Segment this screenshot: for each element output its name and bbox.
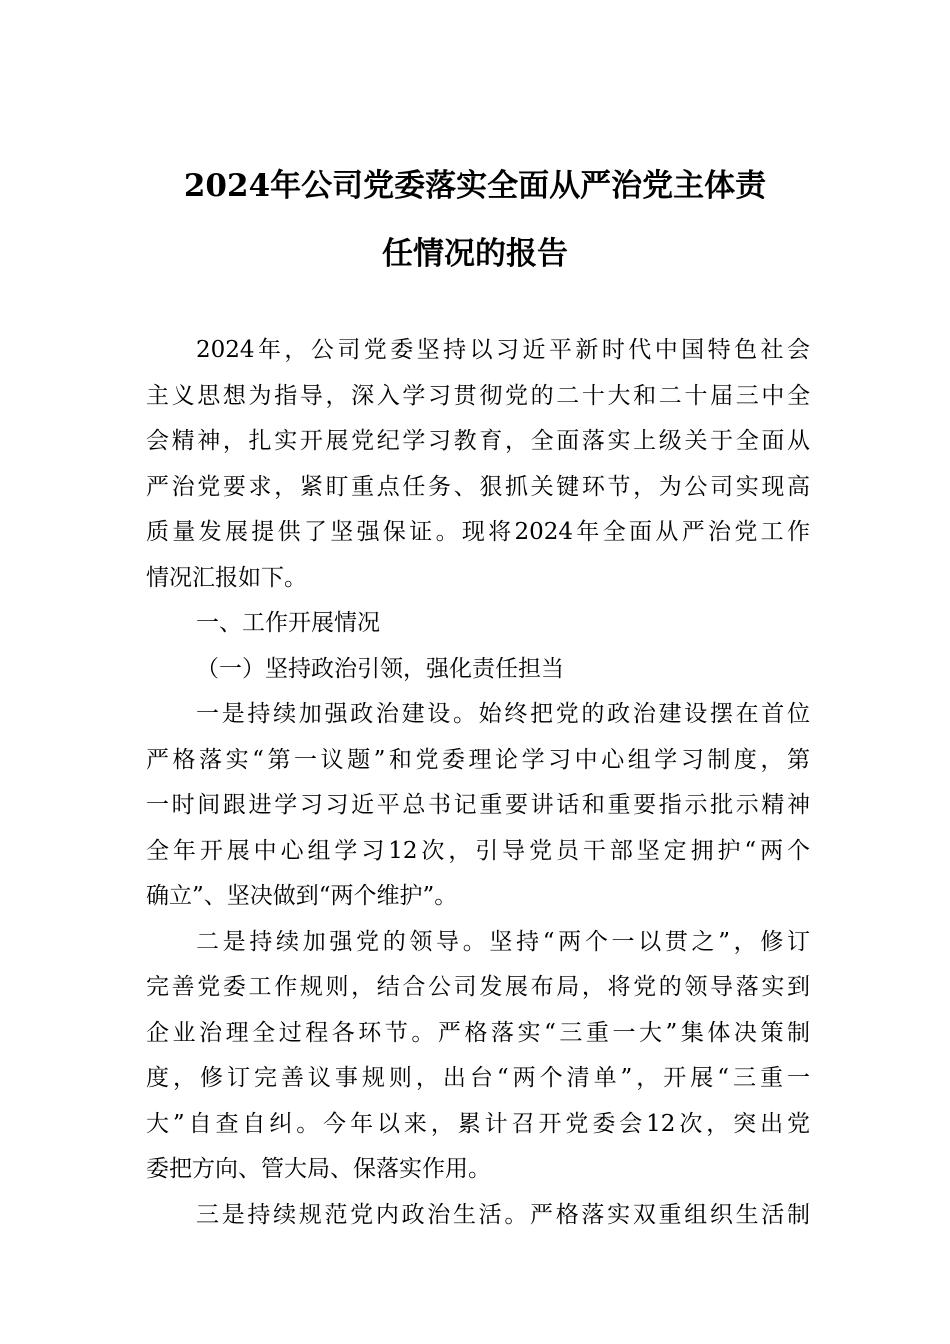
subsection-heading-text: （一）坚持政治引领，强化责任担当 bbox=[196, 655, 564, 682]
paragraph-line: 主义思想为指导，深入学习贯彻党的二十大和二十届三中全 bbox=[146, 382, 810, 409]
paragraph-line: 严治党要求，紧盯重点任务、狠抓关键环节，为公司实现高 bbox=[146, 473, 810, 500]
party-leadership-paragraph bbox=[146, 920, 810, 1193]
political-building-paragraph bbox=[146, 692, 810, 920]
paragraph-line: 严格落实“第一议题”和党委理论学习中心组学习制度，第 bbox=[146, 746, 810, 773]
paragraph-line: 企业治理全过程各环节。严格落实“三重一大”集体决策制 bbox=[146, 1019, 810, 1046]
title-line-2: 任情况的报告 bbox=[382, 236, 568, 272]
paragraph-line: 度，修订完善议事规则，出台“两个清单”，开展“三重一 bbox=[146, 1065, 810, 1091]
paragraph-line: 大”自查自纠。今年以来，累计召开党委会12次，突出党 bbox=[146, 1110, 810, 1137]
section-heading bbox=[146, 601, 810, 647]
paragraph-line: 一时间跟进学习习近平总书记重要讲话和重要指示批示精神 bbox=[146, 792, 810, 818]
paragraph-line: 全年开展中心组学习12次，引导党员干部坚定拥护“两个 bbox=[146, 837, 810, 864]
paragraph-line: 会精神，扎实开展党纪学习教育，全面落实上级关于全面从 bbox=[146, 428, 810, 454]
paragraph-line: 一是持续加强政治建设。始终把党的政治建设摆在首位 bbox=[196, 701, 810, 727]
section-heading-text: 一、工作开展情况 bbox=[196, 610, 380, 636]
subsection-heading bbox=[146, 647, 810, 693]
paragraph-line: 确立”、坚决做到“两个维护”。 bbox=[146, 883, 458, 909]
report-title bbox=[130, 152, 820, 288]
paragraph-line: 情况汇报如下。 bbox=[146, 564, 307, 591]
paragraph-line: 2024年，公司党委坚持以习近平新时代中国特色社会 bbox=[196, 337, 810, 363]
title-line-1: 2024年公司党委落实全面从严治党主体责 bbox=[183, 168, 767, 204]
paragraph-line: 质量发展提供了坚强保证。现将2024年全面从严治党工作 bbox=[146, 519, 810, 545]
intro-paragraph bbox=[146, 328, 810, 601]
paragraph-line: 委把方向、管大局、保落实作用。 bbox=[146, 1156, 491, 1182]
report-body bbox=[146, 328, 810, 1238]
political-life-paragraph bbox=[146, 1193, 810, 1239]
paragraph-line: 二是持续加强党的领导。坚持“两个一以贯之”，修订 bbox=[196, 928, 810, 955]
paragraph-line: 三是持续规范党内政治生活。严格落实双重组织生活制 bbox=[196, 1201, 810, 1228]
paragraph-line: 完善党委工作规则，结合公司发展布局，将党的领导落实到 bbox=[146, 974, 810, 1000]
